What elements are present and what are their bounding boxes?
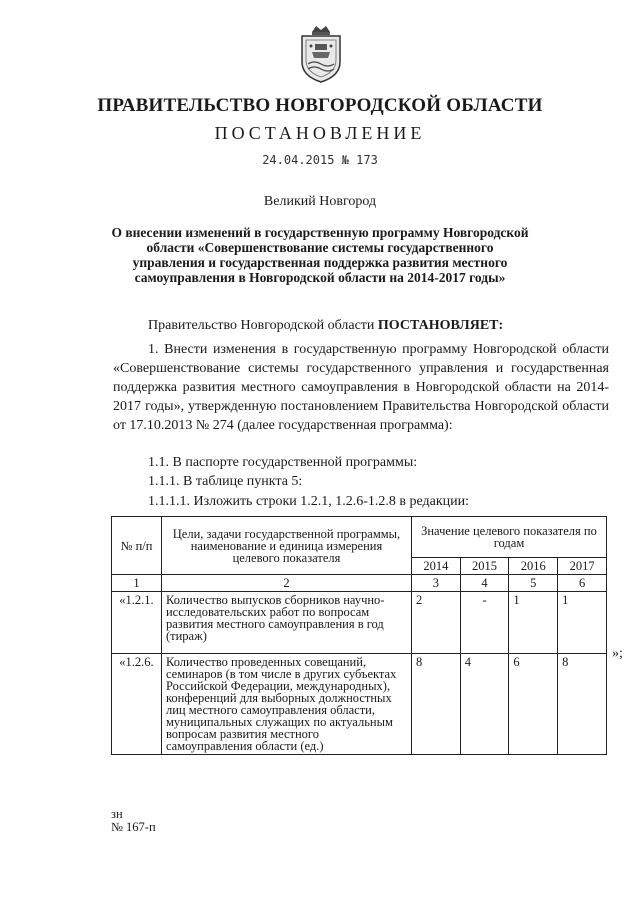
index-cell: 3 (411, 575, 460, 592)
table-row (112, 592, 607, 654)
subparagraph-1-1: 1.1. В паспорте государственной программы: (148, 455, 418, 470)
row-value: 8 (411, 654, 460, 755)
date-and-number: 24.04.2015 № 173 (262, 153, 378, 167)
index-cell: 1 (112, 575, 162, 592)
index-cell: 6 (558, 575, 607, 592)
row-value: 6 (509, 654, 558, 755)
row-value: 8 (558, 654, 607, 755)
coat-of-arms-icon (298, 22, 344, 84)
table-header-row (112, 517, 607, 558)
footer-number: № 167-п (111, 820, 156, 834)
document-subject: О внесении изменений в государственную программу Новгородской области «Совершенствование системы государственного управления и государственная поддержка развития местного самоуправления в Новгородской области на 2014-2017 годы» (111, 225, 529, 285)
footer (111, 808, 156, 834)
government-title: ПРАВИТЕЛЬСТВО НОВГОРОДСКОЙ ОБЛАСТИ (97, 95, 543, 116)
target-indicators-table (111, 516, 607, 755)
row-value: 4 (460, 654, 509, 755)
table-index-row (112, 575, 607, 592)
year-cell: 2017 (558, 558, 607, 575)
row-number: «1.2.1. (112, 592, 162, 654)
footer-initials: зн (111, 807, 123, 821)
year-cell: 2014 (411, 558, 460, 575)
row-goal: Количество выпусков сборников научно-исследовательских работ по вопросам развития местного самоуправления в год (тираж) (161, 592, 411, 654)
intro-text: Правительство Новгородской области (148, 318, 378, 333)
row-value: 1 (509, 592, 558, 654)
header-value: Значение целевого показателя по годам (411, 517, 606, 558)
header-goal: Цели, задачи государственной программы, наименование и единица измерения целевого показателя (161, 517, 411, 575)
table-row (112, 654, 607, 755)
row-closing-quote: »; (612, 646, 623, 661)
city: Великий Новгород (263, 194, 377, 209)
header-number: № п/п (112, 517, 162, 575)
row-value: 2 (411, 592, 460, 654)
subparagraph-1-1-1-1: 1.1.1.1. Изложить строки 1.2.1, 1.2.6-1.2.8 в редакции: (148, 494, 470, 509)
year-cell: 2015 (460, 558, 509, 575)
year-cell: 2016 (509, 558, 558, 575)
intro-decree-word: ПОСТАНОВЛЯЕТ: (377, 318, 504, 333)
row-value: - (460, 592, 509, 654)
index-cell: 4 (460, 575, 509, 592)
row-value: 1 (558, 592, 607, 654)
resolution-intro (148, 318, 503, 334)
index-cell: 5 (509, 575, 558, 592)
index-cell: 2 (161, 575, 411, 592)
paragraph-1: 1. Внести изменения в государственную программу Новгородской области «Совершенствование системы государственного управления и государственная поддержка развития местного самоуправления в Новгородской области на 2014-2017 годы», утвержденную постановлением Правительства Новгородской области от 17.10.2013 № 274 (далее государственная программа): (113, 342, 609, 433)
row-number: «1.2.6. (112, 654, 162, 755)
row-goal: Количество проведенных совещаний, семинаров (в том числе в других субъектах Российской Федерации, международных), конференций для выборных должностных лиц местного самоуправления области, муниципальных служащих по актуальным вопросам развития местного самоуправления области (ед.) (161, 654, 411, 755)
subparagraph-1-1-1: 1.1.1. В таблице пункта 5: (148, 474, 303, 489)
document-type: ПОСТАНОВЛЕНИЕ (214, 123, 426, 143)
